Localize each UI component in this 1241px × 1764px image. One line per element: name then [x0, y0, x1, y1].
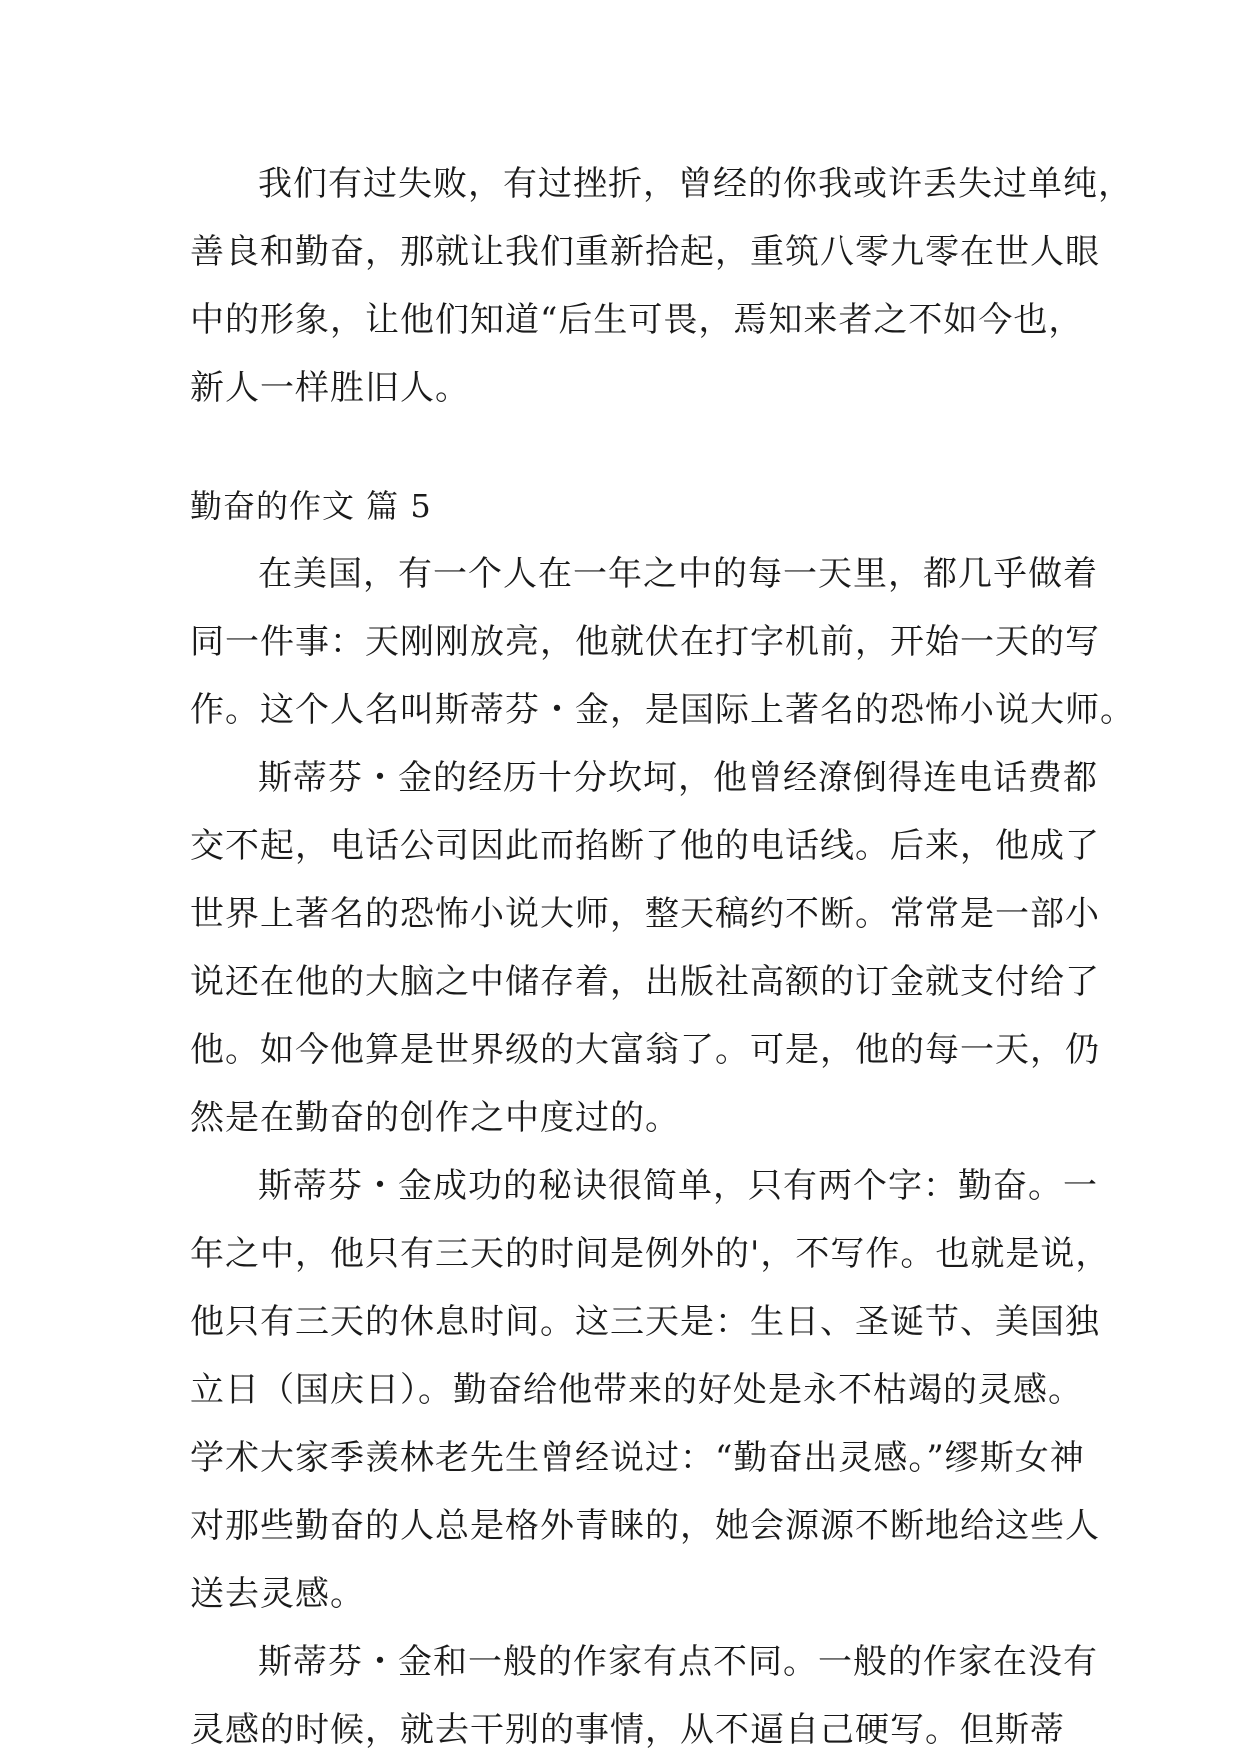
- paragraph-line: 新人一样胜旧人。: [190, 368, 470, 408]
- paragraph-line: 在美国，有一个人在一年之中的每一天里，都几乎做着: [258, 554, 1098, 594]
- paragraph-4: [190, 1152, 1111, 1628]
- paragraph-line: 说还在他的大脑之中储存着，出版社高额的订金就支付给了: [190, 962, 1100, 1002]
- paragraph-line: 世界上著名的恐怖小说大师，整天稿约不断。常常是一部小: [190, 894, 1100, 934]
- paragraph-line: 年之中，他只有三天的时间是例外的'，不写作。也就是说，: [190, 1234, 1111, 1274]
- paragraph-line: 作。这个人名叫斯蒂芬・金，是国际上著名的恐怖小说大师。: [190, 690, 1135, 730]
- paragraph-line: 中的形象，让他们知道“后生可畏，焉知来者之不如今也，: [190, 300, 1084, 340]
- paragraph-2: [190, 540, 1135, 744]
- paragraph-line: 斯蒂芬・金的经历十分坎坷，他曾经潦倒得连电话费都: [258, 758, 1098, 798]
- paragraph-line: 交不起，电话公司因此而掐断了他的电话线。后来，他成了: [190, 826, 1100, 866]
- paragraph-line: 斯蒂芬・金和一般的作家有点不同。一般的作家在没有: [258, 1642, 1098, 1682]
- section-spacer: [190, 422, 1060, 472]
- paragraph-line: 善良和勤奋，那就让我们重新拾起，重筑八零九零在世人眼: [190, 232, 1100, 272]
- paragraph-line: 立日（国庆日）。勤奋给他带来的好处是永不枯竭的灵感。: [190, 1370, 1083, 1410]
- paragraph-5: [190, 1628, 1098, 1764]
- paragraph-line: 然是在勤奋的创作之中度过的。: [190, 1098, 680, 1138]
- paragraph-line: 他。如今他算是世界级的大富翁了。可是，他的每一天，仍: [190, 1030, 1100, 1070]
- paragraph-line: 灵感的时候，就去干别的事情，从不逼自己硬写。但斯蒂: [190, 1710, 1065, 1750]
- paragraph-line: 斯蒂芬・金成功的秘诀很简单，只有两个字：勤奋。一: [258, 1166, 1098, 1206]
- document-page: [190, 150, 1135, 1764]
- paragraph-line: 他只有三天的休息时间。这三天是：生日、圣诞节、美国独: [190, 1302, 1100, 1342]
- paragraph-line: 送去灵感。: [190, 1574, 365, 1614]
- paragraph-line: 同一件事：天刚刚放亮，他就伏在打字机前，开始一天的写: [190, 622, 1100, 662]
- paragraph-3: [190, 744, 1100, 1152]
- paragraph-line: 我们有过失败，有过挫折，曾经的你我或许丢失过单纯，: [258, 164, 1133, 204]
- paragraph-line: 对那些勤奋的人总是格外青睐的，她会源源不断地给这些人: [190, 1506, 1100, 1546]
- paragraph-1: [190, 150, 1133, 422]
- section-heading: 勤奋的作文 篇 5: [190, 487, 432, 525]
- paragraph-line: 学术大家季羡林老先生曾经说过：“勤奋出灵感。”缪斯女神: [190, 1438, 1085, 1478]
